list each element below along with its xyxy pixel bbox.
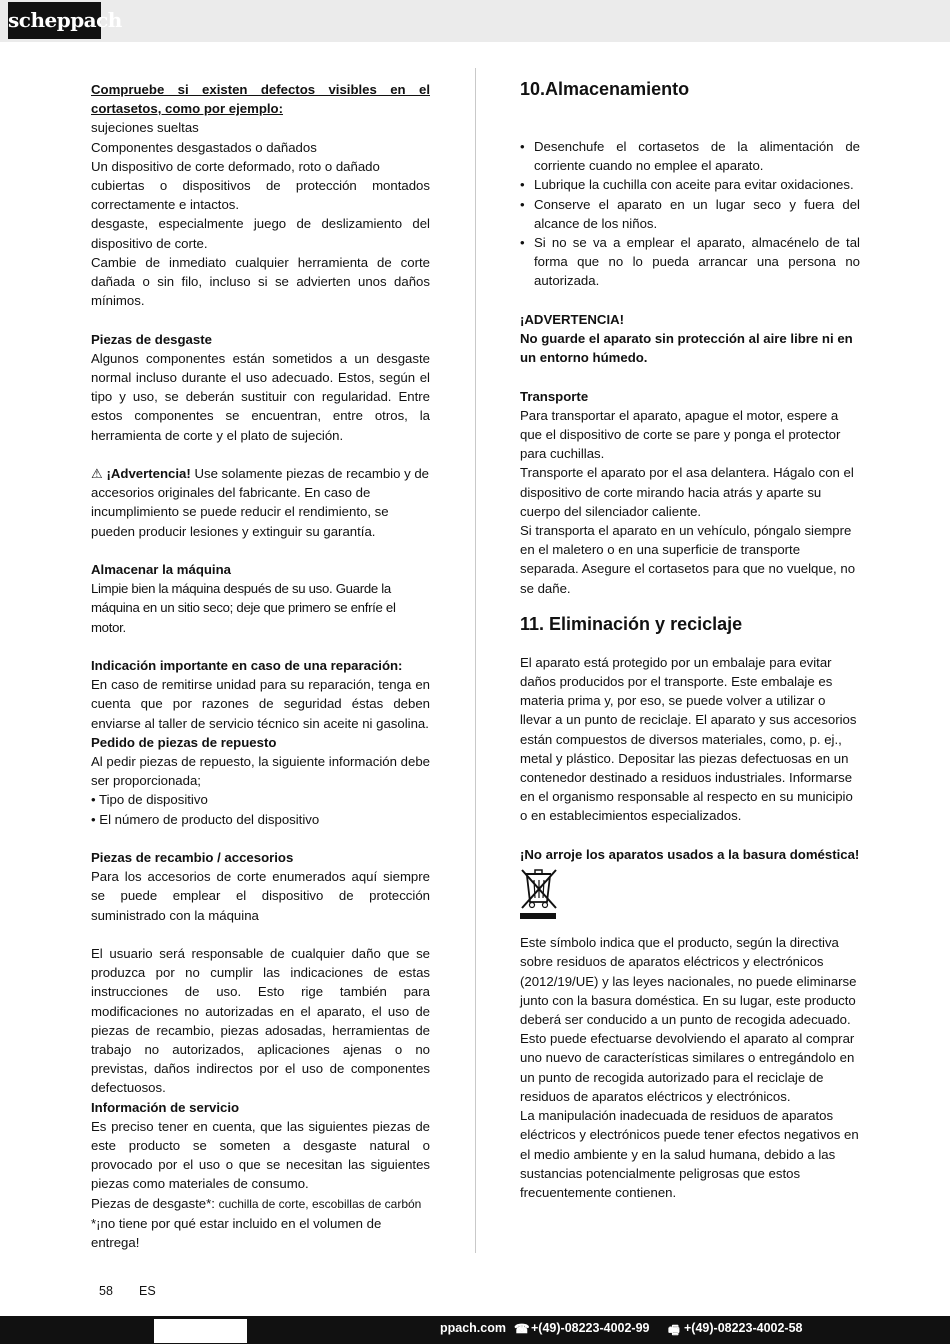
weee-paragraph: La manipulación inadecuada de residuos de aparatos eléctricos y electrónicos puede tener efectos negativos en el medio ambiente y en la salud humana, debido a las sustancias potencialmente peligrosas que estos frecuentemente contienen.	[520, 1108, 859, 1200]
disposal-title: 11. Eliminación y reciclaje	[520, 613, 743, 634]
crossed-out-bin-icon	[520, 868, 558, 920]
storage-item: • Desenchufe el cortasetos de la alimentación de corriente cuando no emplee el aparato.	[520, 137, 860, 175]
warning-title: ¡ADVERTENCIA!	[520, 311, 625, 327]
wear-parts-value: cuchilla de corte, escobillas de carbón	[218, 1196, 422, 1211]
footnote: *¡no tiene por qué estar incluido en el volumen de entrega!	[91, 1215, 382, 1251]
user-responsibility-text: El usuario será responsable de cualquier daño que se produzca por no cumplir las indicaciones de estas instrucciones de uso. Esto rige también para modificaciones no autorizadas en el aparato, el uso de piezas de recambio, piezas adosadas, herramientas de trabajo no autorizados, aplicaciones ajenas o no previstas, daños indirectos por el uso de componentes defectuosos.	[91, 946, 430, 1096]
header-bar	[0, 0, 950, 42]
transport-paragraph: Transporte el aparato por el asa delantera. Hágalo con el dispositivo de corte mirando hacia atrás y aparte su cuerpo del silenciador caliente.	[520, 465, 854, 519]
storage-list	[520, 137, 860, 291]
warning-triangle-icon: ⚠	[91, 466, 103, 482]
store-heading: Almacenar la máquina	[91, 562, 231, 578]
transport-paragraph: Para transportar el aparato, apague el motor, espere a que el dispositivo de corte se pare y ponga el protector para cuchillas.	[520, 407, 841, 462]
weee-paragraph: Este símbolo indica que el producto, según la directiva sobre residuos de aparatos eléctricos y electrónicos (2012/19/UE) y las leyes nacionales, no puede eliminarse junto con la basura doméstica. En su lugar, este producto deberá ser conducido a un punto de recogida adecuado. Esto puede efectuarse devolviendo el aparato al comprar uno nuevo de características similares o entregándolo en un punto de recogida autorizado para el reciclaje de residuos de aparatos eléctricos y electrónicos.	[520, 935, 857, 1104]
wear-parts-label: Piezas de desgaste*:	[91, 1195, 219, 1211]
storage-item: • Si no se va a emplear el aparato, almacénelo de tal forma que no lo pueda arrancar una persona no autorizada.	[520, 233, 860, 291]
order-item: • El número de producto del dispositivo	[91, 811, 320, 827]
order-heading: Pedido de piezas de repuesto	[91, 734, 277, 750]
order-item: • Tipo de dispositivo	[91, 792, 208, 808]
wear-text: Algunos componentes están sometidos a un desgaste normal incluso durante el uso adecuado. Estos, según el tipo y uso, se deberán sustituir con regularidad. Entre estos componentes se encuentran, entre otros, la herramienta de corte y el plato de sujeción.	[91, 350, 430, 443]
brand-logo: scheppach	[8, 2, 101, 39]
spare-text: Para los accesorios de corte enumerados aquí siempre se puede emplear el dispositivo de protección suministrado con la máquina	[91, 869, 430, 923]
service-heading: Información de servicio	[91, 1099, 240, 1115]
warning-paragraph	[91, 464, 430, 541]
wear-parts-line	[91, 1194, 430, 1214]
footer-white-box	[154, 1319, 247, 1343]
phone-number[interactable]: +(49)-08223-4002-99	[531, 1321, 650, 1335]
storage-title: 10.Almacenamiento	[520, 79, 690, 99]
warning-text: No guarde el aparato sin protección al aire libre ni en un entorno húmedo.	[520, 331, 853, 366]
language-code: ES	[139, 1284, 156, 1298]
store-text: Limpie bien la máquina después de su uso. Guarde la máquina en un sitio seco; deje que primero se enfríe el motor.	[91, 581, 396, 635]
left-column	[91, 80, 430, 1252]
check-line: desgaste, especialmente juego de deslizamiento del dispositivo de corte.	[91, 216, 430, 251]
check-line: cubiertas o dispositivos de protección montados correctamente e intactos.	[91, 178, 430, 213]
order-text: Al pedir piezas de repuesto, la siguiente información debe ser proporcionada;	[91, 754, 430, 789]
spare-heading: Piezas de recambio / accesorios	[91, 850, 294, 866]
warning-label: ¡Advertencia!	[106, 466, 191, 482]
phone-icon: ☎	[514, 1322, 530, 1336]
wear-heading: Piezas de desgaste	[91, 331, 212, 347]
check-line: Un dispositivo de corte deformado, roto o dañado	[91, 158, 380, 174]
storage-item: • Lubrique la cuchilla con aceite para evitar oxidaciones.	[520, 175, 860, 194]
website-link[interactable]: ppach.com	[440, 1321, 506, 1335]
fax-number: +(49)-08223-4002-58	[684, 1321, 803, 1335]
household-warning: ¡No arroje los aparatos usados a la basura doméstica!	[520, 846, 860, 862]
disposal-text: El aparato está protegido por un embalaje para evitar daños producidos por el transporte. Este embalaje es materia prima y, por eso, se puede volver a utilizar o llevar a un punto de reciclaje. El aparato y sus accesorios están compuestos de diversos materiales, como, p. ej., metal y plástico. Depositar las piezas defectuosas en un contenedor destinado a residuos industriales. Informarse en el organismo responsable al respecto en su municipio o en establecimientos especializados.	[520, 654, 857, 824]
right-column	[520, 80, 860, 1202]
transport-paragraph: Si transporta el aparato en un vehículo, póngalo siempre en el maletero o en una superficie de transporte separada. Asegure el cortasetos para que no vuelque, no se dañe.	[520, 523, 856, 596]
storage-item: • Conserve el aparato en un lugar seco y fuera del alcance de los niños.	[520, 195, 860, 233]
repair-text: En caso de remitirse unidad para su reparación, tenga en cuenta que por razones de seguridad éstas deben enviarse al taller de servicio técnico sin aceite ni gasolina.	[91, 677, 430, 731]
page-number: 58	[99, 1284, 113, 1298]
check-heading: Compruebe si existen defectos visibles en el cortasetos, como por ejemplo:	[91, 82, 430, 117]
footer-bar	[0, 1316, 950, 1344]
repair-heading: Indicación importante en caso de una reparación:	[91, 658, 403, 674]
check-line: Cambie de inmediato cualquier herramienta de corte dañada o sin filo, incluso si se advierten unos daños mínimos.	[91, 254, 430, 309]
check-line: Componentes desgastados o dañados	[91, 139, 317, 155]
fax-icon: 🖷	[668, 1323, 680, 1337]
service-text: Es preciso tener en cuenta, que las siguientes piezas de este producto se someten a desgaste natural o provocado por el uso o que se necesitan las siguientes piezas como materiales de consumo.	[91, 1118, 430, 1192]
column-divider	[475, 68, 476, 1253]
transport-heading: Transporte	[520, 388, 589, 404]
check-line: sujeciones sueltas	[91, 120, 199, 136]
warning-text: Use solamente piezas de recambio y de accesorios originales del fabricante. En caso de incumplimiento se puede reducir el rendimiento, se pueden producir lesiones y extinguir su garantía.	[91, 466, 430, 539]
